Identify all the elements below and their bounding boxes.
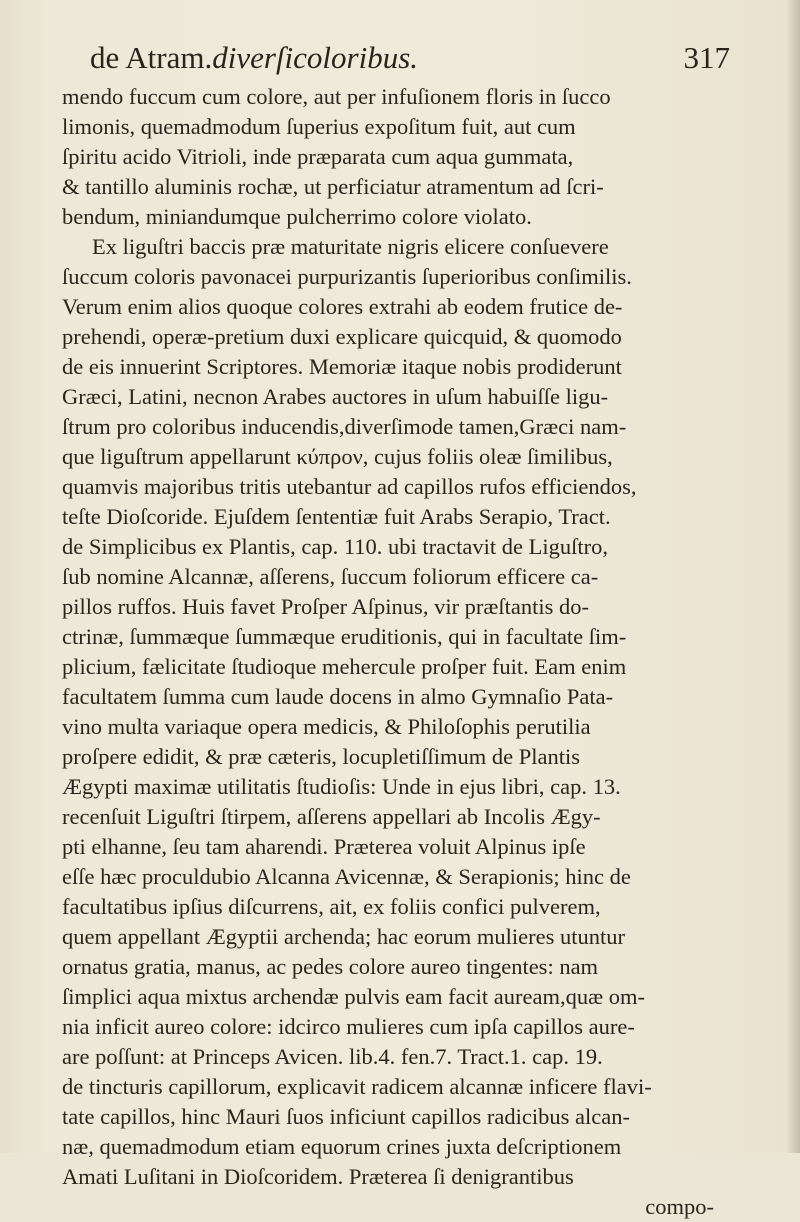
text-line: de eis innuerint Scriptores. Memoriæ itaque nobis prodiderunt xyxy=(62,354,622,379)
page-number: 317 xyxy=(683,40,730,75)
text-line: ſub nomine Alcannæ, aſſerens, ſuccum foliorum efficere ca- xyxy=(62,564,599,589)
text-line: proſpere edidit, & præ cæteris, locupletiſſimum de Plantis xyxy=(62,744,581,769)
text-line: mendo fuccum cum colore, aut per infuſionem floris in ſucco xyxy=(62,84,611,109)
catchword: compo- xyxy=(645,1194,714,1219)
text-line: recenſuit Liguſtri ſtirpem, aſſerens appellari ab Incolis Ægy- xyxy=(62,804,601,829)
text-line: ſpiritu acido Vitrioli, inde præparata cum aqua gummata, xyxy=(62,144,574,169)
text-line: teſte Dioſcoride. Ejuſdem ſententiæ fuit Arabs Serapio, Tract. xyxy=(62,504,611,529)
text-line: de Simplicibus ex Plantis, cap. 110. ubi tractavit de Liguſtro, xyxy=(62,534,608,559)
text-line: ſuccum coloris pavonacei purpurizantis ſuperioribus conſimilis. xyxy=(62,264,632,289)
running-head-prefix: de Atram. xyxy=(90,40,213,75)
text-line: Græci, Latini, necnon Arabes auctores in uſum habuiſſe ligu- xyxy=(62,384,609,409)
text-line: prehendi, operæ-pretium duxi explicare quicquid, & quomodo xyxy=(62,324,622,349)
text-line: tate capillos, hinc Mauri ſuos inficiunt capillos radicibus alcan- xyxy=(62,1104,630,1129)
text-line: ſimplici aqua mixtus archendæ pulvis eam facit auream,quæ om- xyxy=(62,984,645,1009)
text-line: ctrinæ, ſummæque ſummæque eruditionis, qui in facultate ſim- xyxy=(62,624,627,649)
text-line: que liguſtrum appellarunt κύπρον, cujus foliis oleæ ſimilibus, xyxy=(62,444,613,469)
text-line: pillos ruffos. Huis favet Proſper Aſpinus, vir præſtantis do- xyxy=(62,594,590,619)
text-line: ſtrum pro coloribus inducendis,diverſimode tamen,Græci nam- xyxy=(62,414,627,439)
text-line: pti elhanne, ſeu tam aharendi. Præterea voluit Alpinus ipſe xyxy=(62,834,586,859)
text-line: nia inficit aureo colore: idcirco mulieres cum ipſa capillos aure- xyxy=(62,1014,635,1039)
paragraph-start-line: Ex liguſtri baccis præ maturitate nigris elicere conſuevere xyxy=(92,234,609,259)
text-line: & tantillo aluminis rochæ, ut perficiatur atramentum ad ſcri- xyxy=(62,174,604,199)
text-line: næ, quemadmodum etiam equorum crines juxta deſcriptionem xyxy=(62,1134,622,1159)
page-edge-shadow xyxy=(786,0,800,1153)
text-line: are poſſunt: at Princeps Avicen. lib.4. fen.7. Tract.1. cap. 19. xyxy=(62,1044,603,1069)
text-line: ornatus gratia, manus, ac pedes colore aureo tingentes: nam xyxy=(62,954,599,979)
text-line: Verum enim alios quoque colores extrahi ab eodem frutice de- xyxy=(62,294,623,319)
text-line: facultatem ſumma cum laude docens in almo Gymnaſio Pata- xyxy=(62,684,614,709)
running-head xyxy=(90,38,418,78)
text-line: quamvis majoribus tritis utebantur ad capillos rufos efficiendos, xyxy=(62,474,637,499)
page-header xyxy=(90,38,730,78)
text-line: bendum, miniandumque pulcherrimo colore violato. xyxy=(62,204,532,229)
text-line: plicium, fælicitate ſtudioque mehercule proſper fuit. Eam enim xyxy=(62,654,627,679)
text-line: Amati Luſitani in Dioſcoridem. Præterea ſi denigrantibus xyxy=(62,1164,574,1189)
text-line: eſſe hæc proculdubio Alcanna Avicennæ, & Serapionis; hinc de xyxy=(62,864,631,889)
text-line: quem appellant Ægyptii archenda; hac eorum mulieres utuntur xyxy=(62,924,625,949)
text-line: limonis, quemadmodum ſuperius expoſitum fuit, aut cum xyxy=(62,114,576,139)
text-line: facultatibus ipſius diſcurrens, ait, ex foliis confici pulverem, xyxy=(62,894,601,919)
text-line: vino multa variaque opera medicis, & Philoſophis perutilia xyxy=(62,714,591,739)
running-head-italic: diverſicoloribus. xyxy=(212,40,419,75)
text-line: de tincturis capillorum, explicavit radicem alcannæ inficere flavi- xyxy=(62,1074,652,1099)
body-text xyxy=(62,82,722,1222)
text-line: Ægypti maximæ utilitatis ſtudioſis: Unde in ejus libri, cap. 13. xyxy=(62,774,621,799)
